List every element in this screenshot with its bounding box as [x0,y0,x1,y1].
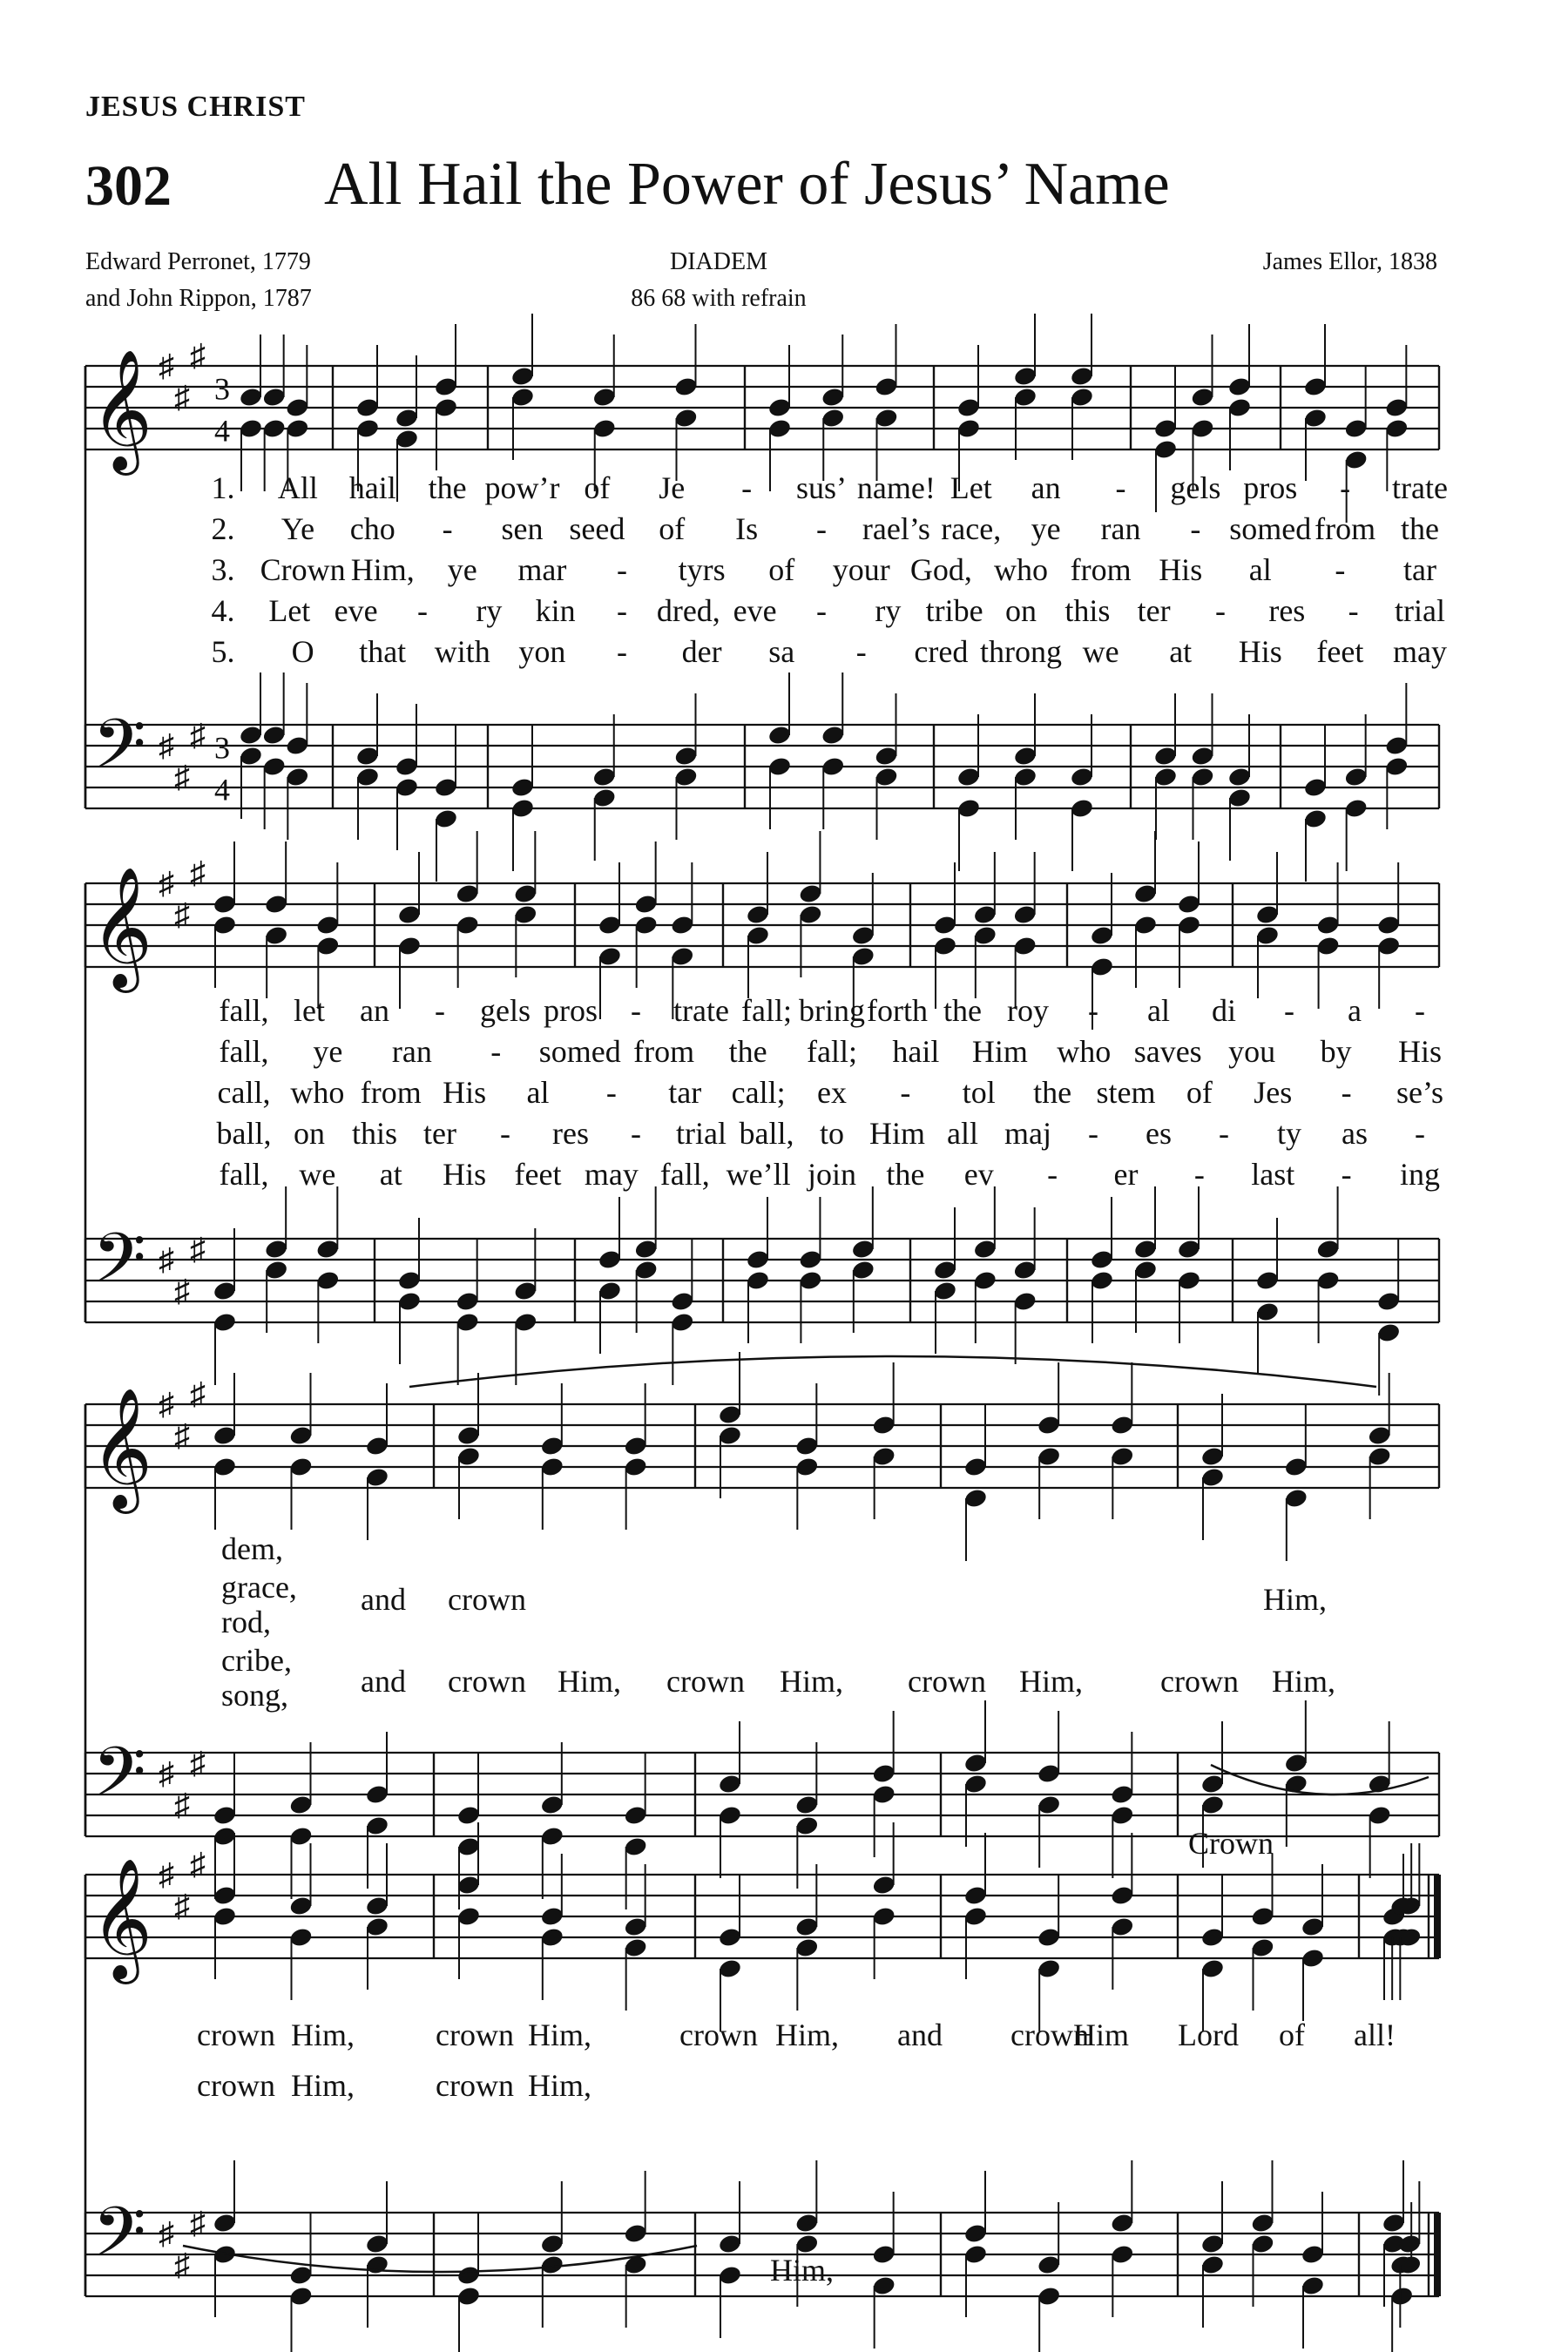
lyric-word: feet [514,1157,562,1192]
lyric-word: - [631,993,641,1028]
lyric-word: we’ll [726,1157,791,1192]
lyric-word: eve [334,593,378,628]
lyric-word: - [442,511,453,546]
lyric-word: maj [1004,1116,1051,1151]
lyric-word: - [1348,593,1359,628]
bass-slur [183,2246,697,2272]
text-credit-line-2: and John Rippon, 1787 [85,285,312,312]
key-sharp: ♯ [190,2206,206,2240]
key-sharp: ♯ [190,1746,206,1781]
tune-name: DIADEM [670,248,767,275]
time-signature-bottom: 4 [214,772,230,808]
bass-clef: 𝄢 [92,706,146,800]
lyric-word: - [1190,511,1201,546]
refrain-word: crown [1010,2017,1089,2052]
section-heading: JESUS CHRIST [85,91,306,123]
lyric-word: fall; [807,1034,857,1069]
lyric-word: tar [668,1075,702,1110]
lyric-word: - [490,1034,502,1069]
lyric-word: - [605,1075,617,1110]
lyric-word: Je [659,470,686,505]
key-sharp: ♯ [190,338,206,373]
lyric-word: - [1115,470,1126,505]
refrain-word: of [1279,2017,1305,2052]
refrain-word: Him, [775,2017,840,2052]
lyric-word: mar [517,552,567,587]
bass-lyric-word: Him, [770,2253,835,2288]
refrain-word: crown [436,2017,514,2052]
lyric-word: stem [1096,1075,1156,1110]
lyric-word: Him [868,1116,926,1151]
lyric-word: ty [1276,1116,1302,1151]
refrain-word: Him, [291,2068,355,2103]
lyric-word: rael’s [862,511,930,546]
lyric-word: dem, [221,1531,283,1566]
lyric-word: ye [1031,511,1061,546]
lyric-word: - [435,993,445,1028]
refrain-word: crown [1160,1664,1239,1699]
lyric-word: the [1033,1075,1072,1110]
refrain-word: Him, [1019,1664,1084,1699]
lyric-word: who [290,1075,345,1110]
key-sharp: ♯ [159,348,174,383]
lyric-word: that [359,634,407,669]
refrain-word: crown [448,1664,526,1699]
lyric-word: this [351,1116,398,1151]
lyric-word: al [1248,552,1272,587]
refrain-word: crown [666,1664,745,1699]
lyric-word: di [1211,993,1237,1028]
lyric-word: from [633,1034,695,1069]
key-sharp: ♯ [159,1756,174,1791]
refrain-word: Him, [1263,1582,1328,1617]
time-signature-bottom: 4 [214,413,230,449]
refrain-word: Him, [558,1664,622,1699]
lyric-word: as [1342,1116,1368,1151]
lyric-word: ter [423,1116,456,1151]
lyric-word: ye [447,552,477,587]
refrain-word: Lord [1178,2017,1239,2052]
lyric-word: sen [501,511,544,546]
tune-meter: 86 68 with refrain [631,285,807,312]
lyric-word: - [617,634,627,669]
lyric-word: trial [676,1116,727,1151]
lyric-word: fall, [219,1034,269,1069]
bass-slur [1211,1765,1429,1794]
lyric-word: seed [569,511,625,546]
lyric-word: His [1397,1034,1443,1069]
key-sharp: ♯ [190,1232,206,1267]
lyric-word: on [1005,593,1037,628]
lyric-word: ball, [739,1116,794,1151]
lyric-word: - [1088,1116,1098,1151]
lyric-word: fall, [219,993,269,1028]
lyric-word: - [1088,993,1098,1028]
key-sharp: ♯ [174,1274,190,1308]
refrain-word: all! [1354,2017,1396,2052]
refrain-word: crown [197,2017,275,2052]
lyric-word: with [434,634,490,669]
lyric-word: - [1215,593,1226,628]
treble-clef: 𝄞 [91,869,152,986]
lyric-word: who [1057,1034,1112,1069]
refrain-word: Him, [780,1664,844,1699]
lyric-word: - [417,593,428,628]
lyric-word: - [1219,1116,1229,1151]
key-sharp: ♯ [159,1857,174,1892]
lyric-word: - [741,470,753,505]
key-sharp: ♯ [159,2216,174,2251]
lyric-word: the [728,1034,767,1069]
treble-clef: 𝄞 [91,352,152,469]
lyric-word: we [299,1157,336,1192]
lyric-word: ter [1137,593,1171,628]
refrain-word: and [897,2017,943,2052]
lyric-word: dred, [656,593,720,628]
time-signature-top: 3 [214,730,230,766]
bass-clef: 𝄢 [92,1220,146,1314]
text-credit-line-1: Edward Perronet, 1779 [85,248,311,275]
lyric-word: Him, [350,552,415,587]
lyric-word: - [617,552,627,587]
lyric-word: ball, [216,1116,272,1151]
lyric-word: by [1320,1034,1352,1069]
key-sharp: ♯ [190,718,206,753]
lyric-word: res [1268,593,1306,628]
lyric-word: fall, [219,1157,269,1192]
lyric-word: bring [799,993,865,1028]
lyric-word: fall, [659,1157,710,1192]
lyric-word: forth [867,993,928,1028]
lyric-word: eve [733,593,777,628]
lyric-word: join [807,1157,857,1192]
lyric-word: you [1228,1034,1276,1069]
lyric-word: - [617,593,627,628]
key-sharp: ♯ [159,866,174,901]
lyric-word: ry [476,593,503,628]
key-sharp: ♯ [190,1376,206,1411]
composer-credit: James Ellor, 1838 [1262,248,1437,275]
bass-lyric-word: Crown [1188,1826,1274,1861]
lyric-word: - [631,1116,641,1151]
lyric-word: al [1147,993,1170,1028]
lyric-word: yon [518,634,566,669]
refrain-word: crown [679,2017,758,2052]
key-sharp: ♯ [159,1242,174,1277]
lyric-word: name! [856,470,936,505]
refrain-word: crown [436,2068,514,2103]
lyric-word: - [1341,1075,1352,1110]
lyric-word: song, [221,1678,289,1713]
key-sharp: ♯ [174,2247,190,2282]
lyric-word: es [1146,1116,1172,1151]
lyric-word: - [855,634,867,669]
lyric-word: this [1064,593,1111,628]
lyric-word: cho [349,511,395,546]
lyric-word: call, [217,1075,271,1110]
treble-clef: 𝄞 [91,1390,152,1507]
lyric-word: the [1401,511,1439,546]
lyric-word: Crown [260,552,346,587]
lyric-word: from [1070,552,1132,587]
lyric-word: - [816,593,827,628]
lyric-word: His [1159,552,1203,587]
lyric-word: His [443,1075,487,1110]
lyric-word: His [1238,634,1282,669]
lyric-word: - [900,1075,911,1110]
lyric-word: hail [348,470,396,505]
lyric-word: saves [1133,1034,1202,1069]
refrain-word: Him, [528,2017,592,2052]
lyric-word: sa [768,634,795,669]
lyric-word: of [659,511,686,546]
lyric-word: sus’ [795,470,848,505]
lyric-word: - [1341,1157,1352,1192]
lyric-word: all [947,1116,978,1151]
bass-clef: 𝄢 [92,2193,146,2288]
refrain-word: crown [908,1664,986,1699]
refrain-word: and [361,1582,406,1617]
lyric-word: last [1251,1157,1295,1192]
lyric-word: may [1393,634,1447,669]
lyric-word: trial [1395,593,1445,628]
lyric-word: at [1169,634,1193,669]
lyric-word: an [360,993,389,1028]
lyric-word: tol [962,1075,996,1110]
lyric-word: rod, [221,1605,271,1639]
lyric-word: - [1415,1116,1425,1151]
lyric-word: res [552,1116,589,1151]
lyric-word: - [500,1116,510,1151]
lyric-word: fall; [741,993,792,1028]
lyric-word: trate [673,993,729,1028]
key-sharp: ♯ [174,1418,190,1453]
lyric-word: Let [950,470,992,505]
lyric-word: 5. [211,634,235,669]
lyric-word: tyrs [678,552,726,587]
lyric-word: 1. [211,470,235,505]
key-sharp: ♯ [174,760,190,794]
refrain-word: Him, [528,2068,592,2103]
hymn-title: All Hail the Power of Jesus’ Name [324,151,1170,218]
lyric-word: cribe, [221,1643,292,1678]
lyric-word: gels [480,993,531,1028]
lyric-word: er [1113,1157,1139,1192]
lyric-word: ing [1399,1157,1441,1192]
refrain-word: Him, [291,2017,355,2052]
lyric-word: from [360,1075,422,1110]
lyric-word: roy [1007,993,1049,1028]
lyric-word: hail [892,1034,940,1069]
lyric-word: throng [980,634,1062,669]
bass-clef: 𝄢 [92,1734,146,1828]
lyric-word: pros [544,993,598,1028]
lyric-word: call; [731,1075,786,1110]
refrain-word: and [361,1664,406,1699]
time-signature-top: 3 [214,371,230,407]
refrain-word: crown [197,2068,275,2103]
lyric-word: tribe [925,593,983,628]
lyric-word: of [768,552,795,587]
lyric-word: let [294,993,325,1028]
refrain-word: Him, [1272,1664,1336,1699]
lyric-word: a [1348,993,1362,1028]
lyric-word: Ye [280,511,315,546]
lyric-word: at [379,1157,402,1192]
lyric-word: ex [817,1075,847,1110]
lyric-word: Is [735,511,759,546]
lyric-word: 4. [211,593,235,628]
lyric-word: to [819,1116,845,1151]
lyric-word: on [294,1116,325,1151]
lyric-word: Let [268,593,311,628]
lyric-word: - [1284,993,1294,1028]
lyric-word: grace, [221,1570,297,1605]
key-sharp: ♯ [174,897,190,932]
treble-clef: 𝄞 [91,1861,152,1977]
lyric-word: - [1193,1157,1205,1192]
lyric-word: His [443,1157,487,1192]
key-sharp: ♯ [190,1847,206,1882]
lyric-word: trate [1392,470,1448,505]
lyric-word: - [1415,993,1425,1028]
lyric-word: ye [313,1034,343,1069]
lyric-word: pow’r [484,470,560,505]
lyric-word: ry [875,593,902,628]
key-sharp: ♯ [159,728,174,763]
lyric-word: who [994,552,1048,587]
lyric-word: al [526,1075,550,1110]
key-sharp: ♯ [174,380,190,415]
lyric-word: 3. [211,552,235,587]
lyric-word: der [681,634,722,669]
refrain-word: crown [448,1582,526,1617]
lyric-word: tar [1403,552,1436,587]
lyric-word: O [291,634,314,669]
lyric-word: pros [1243,470,1298,505]
hymn-number: 302 [85,154,172,218]
lyric-word: of [584,470,611,505]
lyric-word: - [816,511,827,546]
lyric-word: se’s [1396,1075,1443,1110]
lyric-word: - [1340,470,1351,505]
key-sharp: ♯ [174,1788,190,1822]
lyric-word: God, [909,552,972,587]
lyric-word: cred [914,634,969,669]
lyric-word: race, [941,511,1002,546]
refrain-word: Him [1073,2017,1130,2052]
lyric-word: may [584,1157,639,1192]
lyric-word: from [1315,511,1376,546]
lyric-word: All [277,470,318,505]
lyric-word: ran [391,1034,432,1069]
lyric-word: - [1335,552,1346,587]
lyric-word: the [886,1157,925,1192]
lyric-word: kin [535,593,576,628]
lyric-word: an [1031,470,1061,505]
lyric-word: Him [971,1034,1028,1069]
lyric-word: ran [1100,511,1141,546]
lyric-word: the [428,470,467,505]
key-sharp: ♯ [174,1889,190,1923]
lyric-word: your [832,552,890,587]
key-sharp: ♯ [159,1387,174,1422]
lyric-word: - [1047,1157,1058,1192]
lyric-word: somed [538,1034,621,1069]
lyric-word: the [943,993,982,1028]
lyric-word: gels [1170,470,1221,505]
lyric-word: we [1082,634,1119,669]
lyric-word: 2. [211,511,235,546]
lyric-word: ev [963,1157,994,1192]
lyric-word: feet [1316,634,1364,669]
key-sharp: ♯ [190,855,206,890]
lyric-word: of [1186,1075,1213,1110]
lyric-word: Jes [1254,1075,1293,1110]
lyric-word: somed [1229,511,1312,546]
